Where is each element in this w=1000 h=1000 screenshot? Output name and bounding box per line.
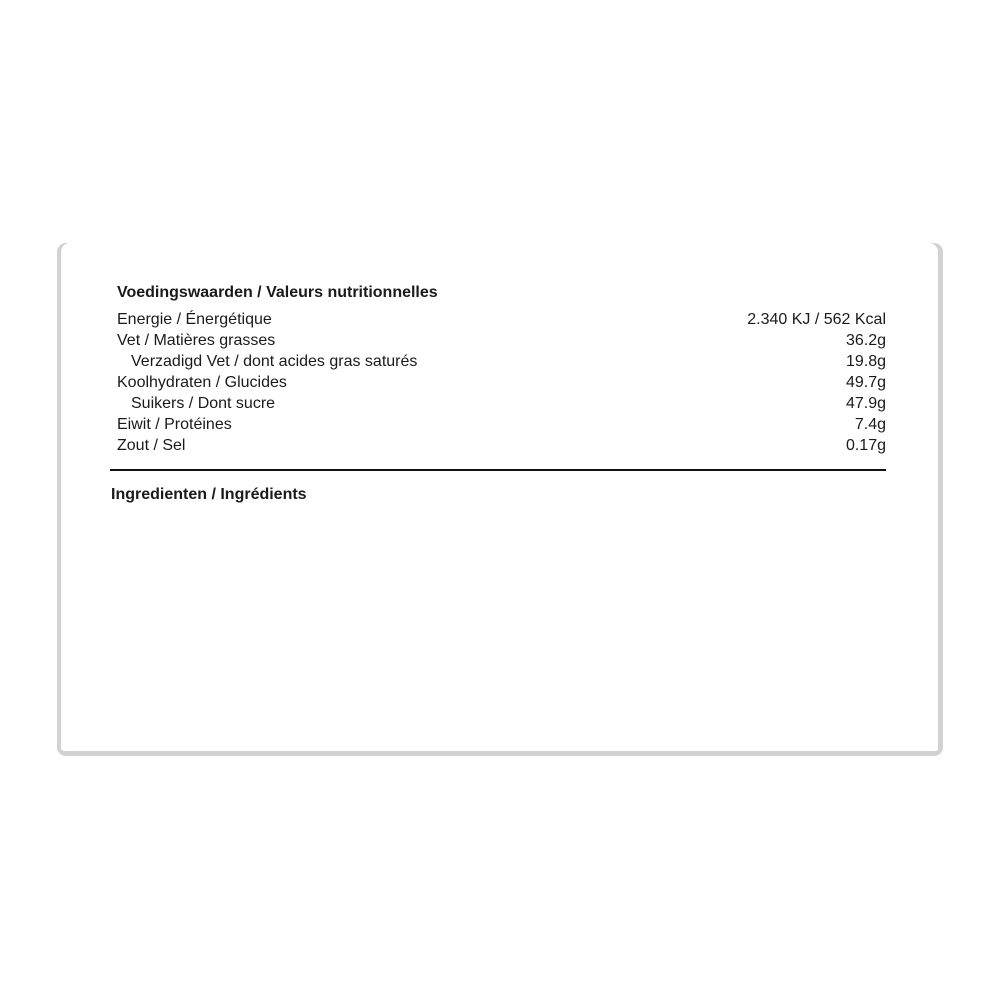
- nutrition-label: Eiwit / Protéines: [117, 416, 232, 433]
- nutrition-value: 7.4g: [854, 416, 886, 433]
- nutrition-row-sugars: [117, 393, 886, 414]
- nutrition-row-saturated-fat: [117, 351, 886, 372]
- nutrition-row-energy: [117, 309, 886, 330]
- nutrition-row-salt: [117, 435, 886, 456]
- ingredients-title: Ingredienten / Ingrédients: [111, 486, 307, 503]
- nutrition-row-carbohydrates: [117, 372, 886, 393]
- nutrition-label: Verzadigd Vet / dont acides gras saturés: [131, 353, 418, 370]
- nutrition-row-protein: [117, 414, 886, 435]
- nutrition-label: Koolhydraten / Glucides: [117, 374, 287, 391]
- nutrition-value: 0.17g: [845, 437, 886, 454]
- nutrition-title: Voedingswaarden / Valeurs nutritionnelles: [117, 284, 438, 301]
- nutrition-value: 47.9g: [845, 395, 886, 412]
- nutrition-value: 36.2g: [845, 332, 886, 349]
- nutrition-table: [117, 309, 886, 456]
- nutrition-value: 19.8g: [845, 353, 886, 370]
- nutrition-label: Suikers / Dont sucre: [131, 395, 276, 412]
- nutrition-value: 49.7g: [845, 374, 886, 391]
- nutrition-value: 2.340 KJ / 562 Kcal: [747, 311, 886, 328]
- nutrition-label: Energie / Énergétique: [117, 311, 272, 328]
- nutrition-label: Zout / Sel: [117, 437, 186, 454]
- section-divider: [110, 469, 886, 471]
- nutrition-label: Vet / Matières grasses: [117, 332, 276, 349]
- nutrition-row-fat: [117, 330, 886, 351]
